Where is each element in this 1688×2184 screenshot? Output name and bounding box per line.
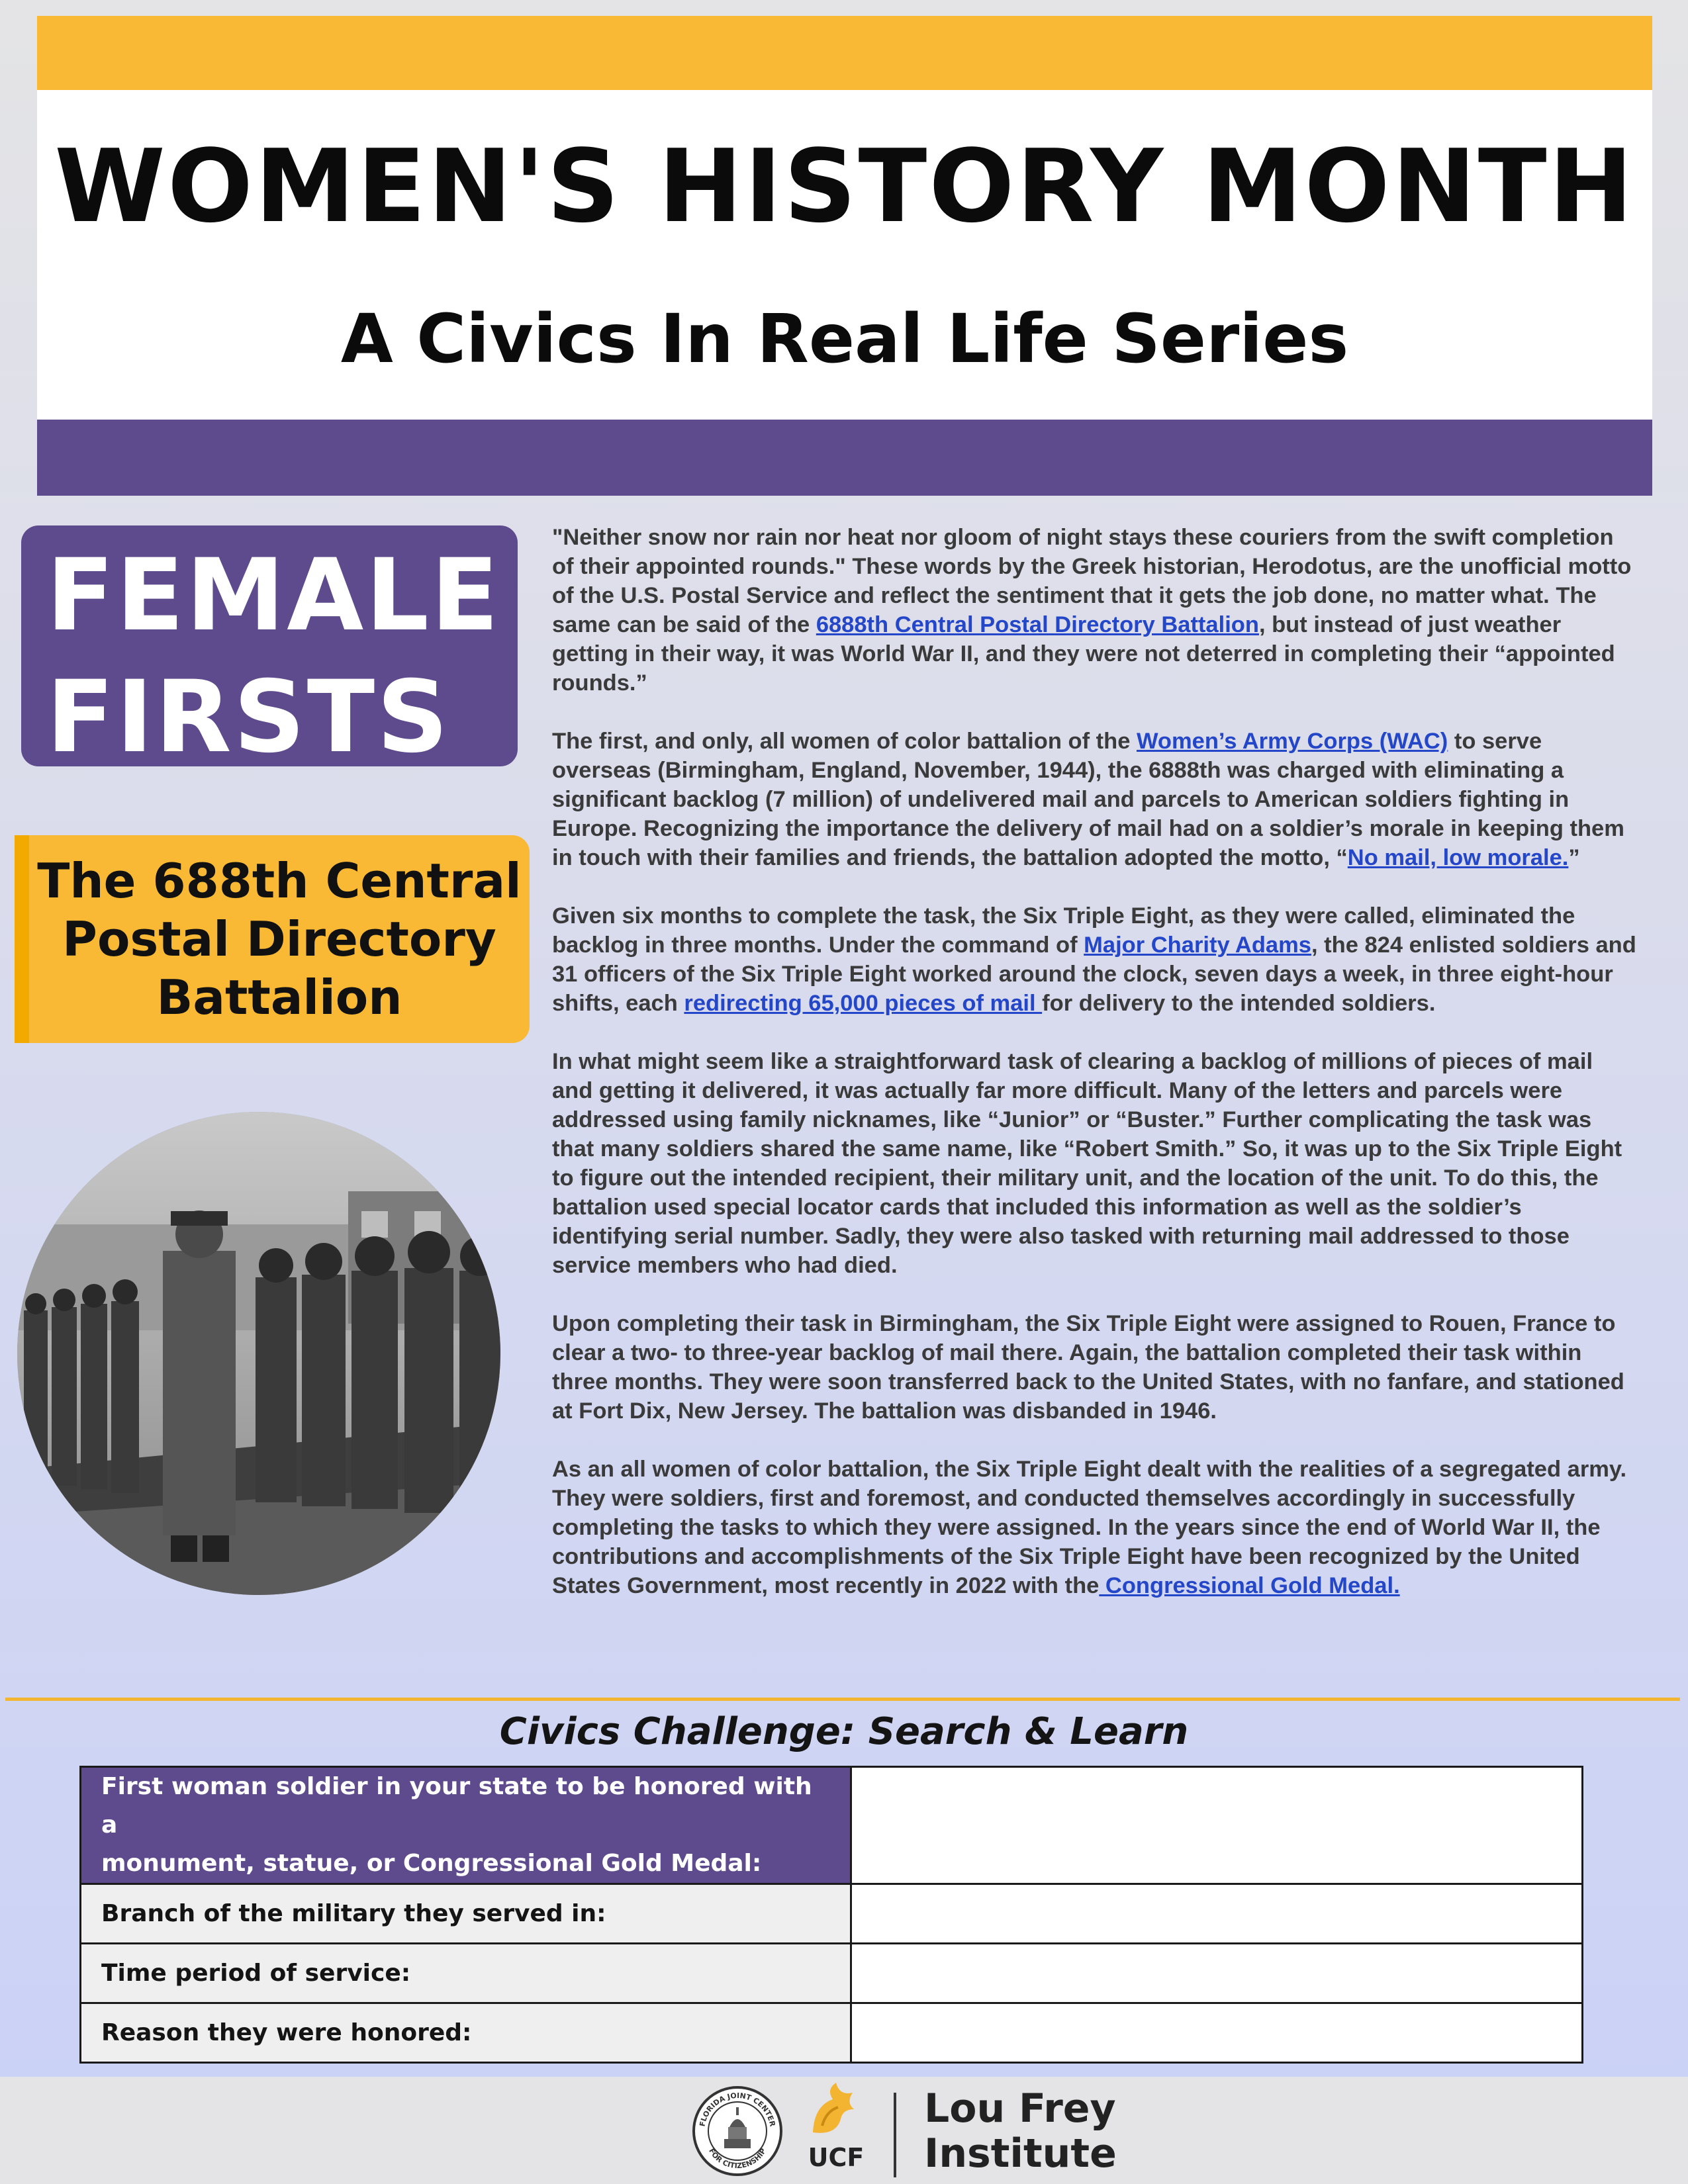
link-no-mail-low-morale[interactable]: No mail, low morale.: [1347, 845, 1569, 870]
link-6888th-battalion[interactable]: 6888th Central Postal Directory Battalion: [816, 612, 1259, 637]
section-divider: [5, 1698, 1680, 1701]
table-row: [81, 1767, 1583, 1884]
female-firsts-badge: [21, 525, 518, 775]
header-purple-bar: [37, 420, 1652, 496]
female-firsts-text: [46, 535, 518, 778]
answer-time-period[interactable]: [851, 1944, 1583, 2003]
table-row: [81, 1944, 1583, 2003]
answer-military-branch[interactable]: [851, 1884, 1583, 1944]
question-military-branch: Branch of the military they served in:: [81, 1884, 851, 1944]
challenge-title: Civics Challenge: Search & Learn: [499, 1710, 1189, 1753]
question-first-woman-soldier: First woman soldier in your state to be honored with a monument, statue, or Congressional Gold Medal:: [81, 1767, 851, 1884]
badge-line-1: FEMALE: [46, 538, 501, 653]
ucf-label: UCF: [808, 2143, 865, 2172]
footer-separator: [894, 2093, 896, 2177]
battalion-heading: [37, 852, 521, 1026]
seal-icon: [691, 2085, 784, 2177]
question-reason-honored: Reason they were honored:: [81, 2003, 851, 2063]
photo-illustration: [17, 1112, 500, 1595]
link-womens-army-corps[interactable]: Women’s Army Corps (WAC): [1136, 729, 1448, 754]
article-paragraph-4: In what might seem like a straightforward task of clearing a backlog of millions of pieces of mail and getting it delivered, it was actually far more difficult. Many of the letters and parcels were addressed using family nicknames, like “Junior” or “Buster.” Further complicating the task was that many soldiers shared the same name, like “Robert Smith.” So, it was up to the Six Triple Eight to figure out the intended recipient, their military unit, and the location of the unit. To do this, the battalion used special locator cards that included this information as well as the soldier’s identifying serial number. Sadly, they were also tasked with returning mail addressed to those service members who had died.: [552, 1049, 1622, 1278]
header-gold-bar: [37, 16, 1652, 90]
svg-text:FOR CITIZENSHIP: FOR CITIZENSHIP: [707, 2147, 768, 2171]
svg-text:FLORIDA JOINT CENTER: FLORIDA JOINT CENTER: [698, 2091, 777, 2128]
link-redirecting-mail[interactable]: redirecting 65,000 pieces of mail: [684, 991, 1043, 1016]
article-paragraph-3: Given six months to complete the task, the Six Triple Eight, as they were called, eliminated the backlog in three months. Under the command of Major Charity Adams, the 824 enlisted soldiers and 31 officers of the Six Triple Eight worked around the clock, seven days a week, in three eight-hour shifts, each redirecting 65,000 pieces of mail for delivery to the intended soldiers.: [552, 903, 1636, 1016]
battalion-line-1: The 688th Central: [37, 853, 522, 909]
table-row: [81, 2003, 1583, 2063]
ucf-pegasus-icon: [806, 2079, 859, 2146]
answer-reason-honored[interactable]: [851, 2003, 1583, 2063]
article-paragraph-1: "Neither snow nor rain nor heat nor gloom of night stays these couriers from the swift completion of their appointed rounds." These words by the Greek historian, Herodotus, are the unofficial motto of the U.S. Postal Service and reflect the sentiment that it gets the job done, no matter what. The same can be said of the 6888th Central Postal Directory Battalion, but instead of just weather getting in their way, it was World War II, and they were not deterred in completing their “appointed rounds.”: [552, 525, 1632, 696]
article-body: [552, 523, 1638, 1629]
lou-frey-institute-logo: Lou Frey Institute: [924, 2085, 1117, 2177]
link-major-charity-adams[interactable]: Major Charity Adams: [1084, 933, 1311, 958]
battalion-line-2: Postal Directory: [62, 911, 496, 967]
battalion-heading-box: [15, 835, 530, 1043]
article-paragraph-2: The first, and only, all women of color battalion of the Women’s Army Corps (WAC) to serve overseas (Birmingham, England, November, 1944), the 6888th was charged with eliminating a significant backlog (7 million) of undelivered mail and parcels to American soldiers fighting in Europe. Recognizing the importance the delivery of mail had on a soldier’s morale in keeping them in touch with their families and friends, the battalion adopted the motto, “No mail, low morale.”: [552, 729, 1624, 870]
table-row: [81, 1884, 1583, 1944]
page-subtitle: A Civics In Real Life Series: [340, 300, 1349, 379]
page-title: WOMEN'S HISTORY MONTH: [54, 128, 1635, 245]
battalion-photo: [17, 1112, 500, 1595]
citizenship-seal-logo: [691, 2085, 784, 2177]
question-time-period: Time period of service:: [81, 1944, 851, 2003]
battalion-line-3: Battalion: [156, 970, 402, 1025]
article-paragraph-5: Upon completing their task in Birmingham, the Six Triple Eight were assigned to Rouen, France to clear a two- to three-year backlog of mail there. Again, the battalion completed their task within three months. They were soon transferred back to the United States, with no fanfare, and stationed at Fort Dix, New Jersey. The battalion was disbanded in 1946.: [552, 1311, 1624, 1424]
badge-line-2: FIRSTS: [46, 660, 451, 775]
link-congressional-gold-medal[interactable]: Congressional Gold Medal.: [1099, 1573, 1400, 1598]
answer-first-woman-soldier[interactable]: [851, 1767, 1583, 1884]
article-paragraph-6: As an all women of color battalion, the Six Triple Eight dealt with the realities of a segregated army. They were soldiers, first and foremost, and conducted themselves accordingly in successfully completing the tasks to which they were assigned. In the years since the end of World War II, the contributions and accomplishments of the Six Triple Eight have been recognized by the United States Government, most recently in 2022 with the Congressional Gold Medal.: [552, 1457, 1627, 1598]
challenge-table: [79, 1766, 1583, 2064]
